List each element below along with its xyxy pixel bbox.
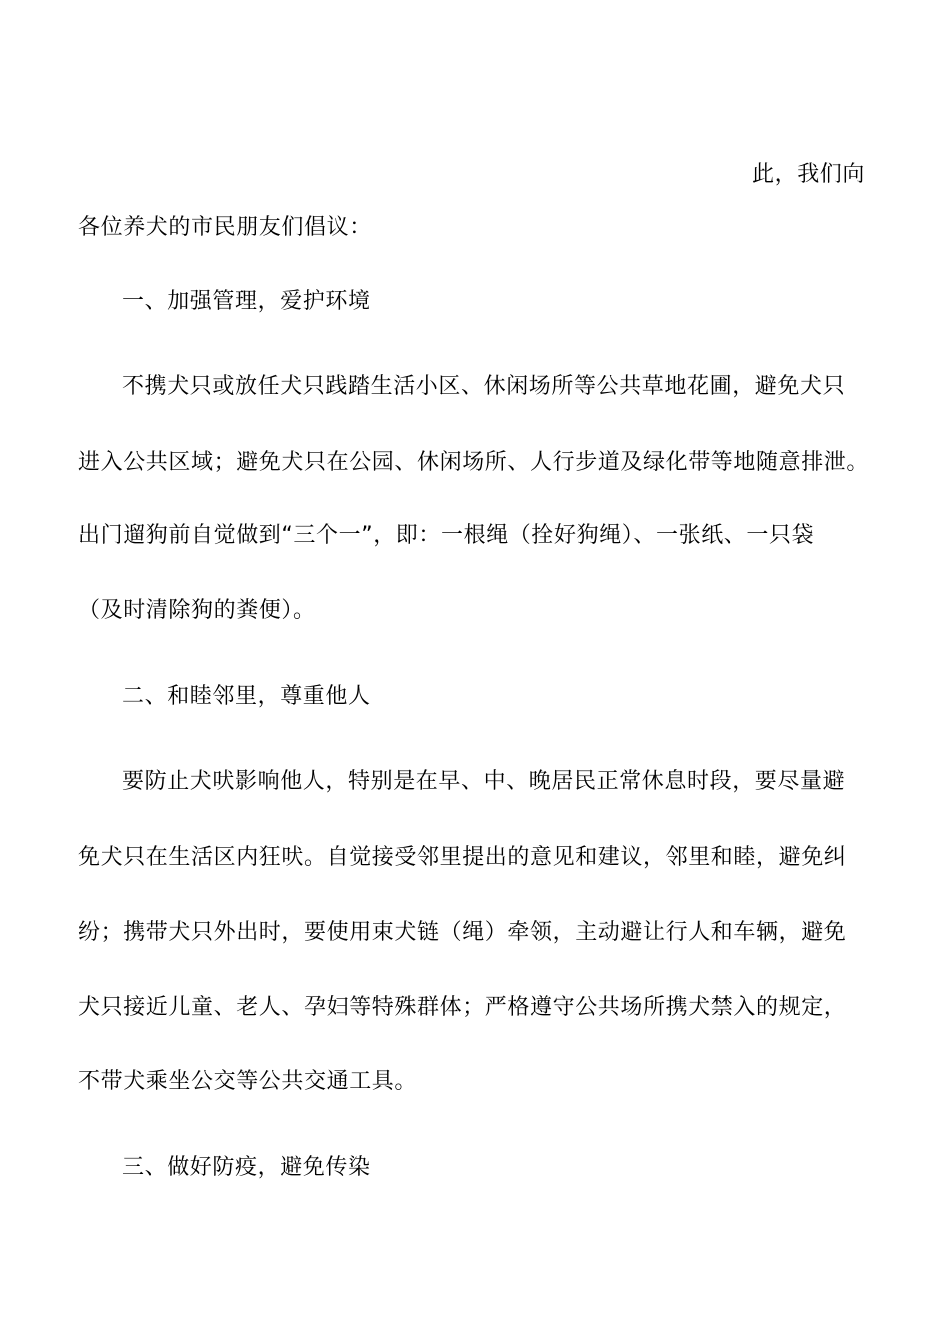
paragraph-2-line-1: 要防止犬吠影响他人，特别是在早、中、晚居民正常休息时段，要尽量避 (122, 769, 846, 794)
paragraph-1-line-4: （及时清除狗的粪便）。 (78, 598, 316, 623)
paragraph-1-line-3: 出门遛狗前自觉做到“三个一”，即：一根绳（拴好狗绳）、一张纸、一只袋 (78, 523, 815, 548)
paragraph-2-line-3: 纷；携带犬只外出时，要使用束犬链（绳）牵领，主动避让行人和车辆，避免 (78, 920, 847, 945)
text-line-intro-continuation: 此，我们向 (752, 162, 866, 187)
paragraph-2-line-5: 不带犬乘坐公交等公共交通工具。 (78, 1069, 418, 1094)
paragraph-1-line-1: 不携犬只或放任犬只践踏生活小区、休闲场所等公共草地花圃，避免犬只 (122, 374, 846, 399)
section-heading-2: 二、和睦邻里，尊重他人 (122, 684, 371, 709)
paragraph-2-line-4: 犬只接近儿童、老人、孕妇等特殊群体；严格遵守公共场所携犬禁入的规定， (78, 995, 847, 1020)
paragraph-2-line-2: 免犬只在生活区内狂吠。自觉接受邻里提出的意见和建议，邻里和睦，避免纠 (78, 845, 847, 870)
text-line-intro-address: 各位养犬的市民朋友们倡议： (78, 215, 372, 240)
section-heading-3: 三、做好防疫，避免传染 (122, 1155, 371, 1180)
paragraph-1-line-2: 进入公共区域；避免犬只在公园、休闲场所、人行步道及绿化带等地随意排泄。 (78, 450, 870, 475)
section-heading-1: 一、加强管理，爱护环境 (122, 289, 371, 314)
